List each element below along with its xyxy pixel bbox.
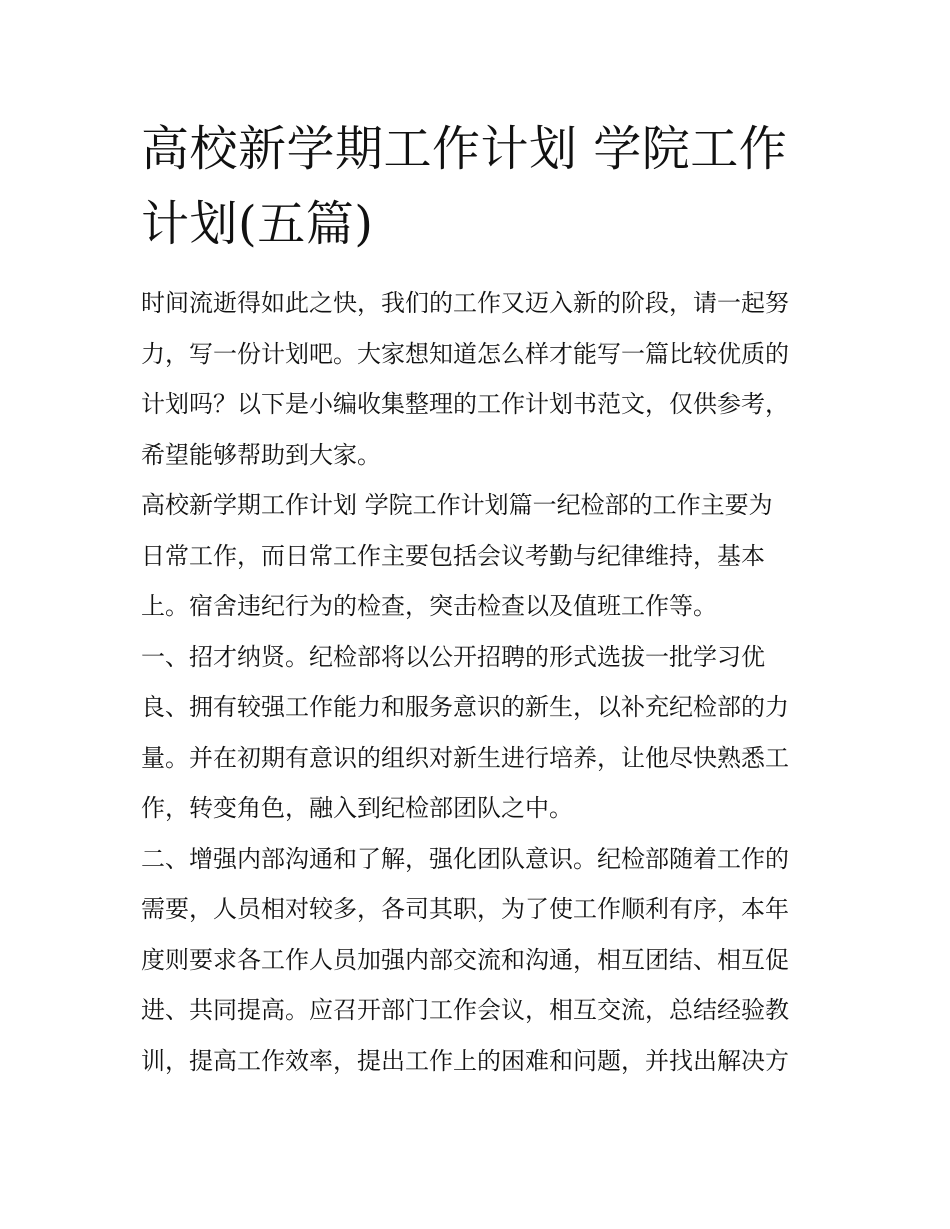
section-one-paragraph bbox=[141, 480, 813, 632]
text-line: 一、招才纳贤。纪检部将以公开招聘的形式选拔一批学习优 bbox=[141, 642, 765, 671]
point-one-paragraph bbox=[141, 632, 813, 834]
text-line: 作，转变角色，融入到纪检部团队之中。 bbox=[141, 794, 573, 822]
text-line: 度则要求各工作人员加强内部交流和沟通，相互团结、相互促 bbox=[141, 945, 789, 974]
text-line: 量。并在初期有意识的组织对新生进行培养，让他尽快熟悉工 bbox=[141, 743, 789, 772]
title-line: 高校新学期工作计划 学院工作 bbox=[141, 121, 788, 177]
text-line: 计划吗？以下是小编收集整理的工作计划书范文，仅供参考， bbox=[141, 390, 789, 418]
intro-paragraph bbox=[141, 278, 813, 480]
text-line: 进、共同提高。应召开部门工作会议，相互交流，总结经验教 bbox=[141, 996, 789, 1024]
text-line: 日常工作，而日常工作主要包括会议考勤与纪律维持，基本 bbox=[141, 541, 765, 570]
title-line: 计划(五篇) bbox=[141, 196, 374, 252]
text-line: 时间流逝得如此之快，我们的工作又迈入新的阶段，请一起努 bbox=[141, 289, 789, 317]
document-page bbox=[141, 112, 813, 1086]
text-line: 二、增强内部沟通和了解，强化团队意识。纪检部随着工作的 bbox=[141, 844, 789, 873]
text-line: 力，写一份计划吧。大家想知道怎么样才能写一篇比较优质的 bbox=[141, 339, 789, 368]
text-line: 需要，人员相对较多，各司其职，为了使工作顺利有序，本年 bbox=[141, 895, 789, 923]
text-line: 希望能够帮助到大家。 bbox=[141, 440, 381, 469]
document-title bbox=[141, 112, 813, 262]
text-line: 训，提高工作效率，提出工作上的困难和问题，并找出解决方 bbox=[141, 1046, 789, 1075]
title-spacer bbox=[141, 262, 813, 278]
text-line: 高校新学期工作计划 学院工作计划篇一纪检部的工作主要为 bbox=[141, 491, 773, 519]
point-two-paragraph bbox=[141, 834, 813, 1087]
text-line: 上。宿舍违纪行为的检查，突击检查以及值班工作等。 bbox=[141, 592, 717, 620]
text-line: 良、拥有较强工作能力和服务意识的新生，以补充纪检部的力 bbox=[141, 693, 789, 721]
